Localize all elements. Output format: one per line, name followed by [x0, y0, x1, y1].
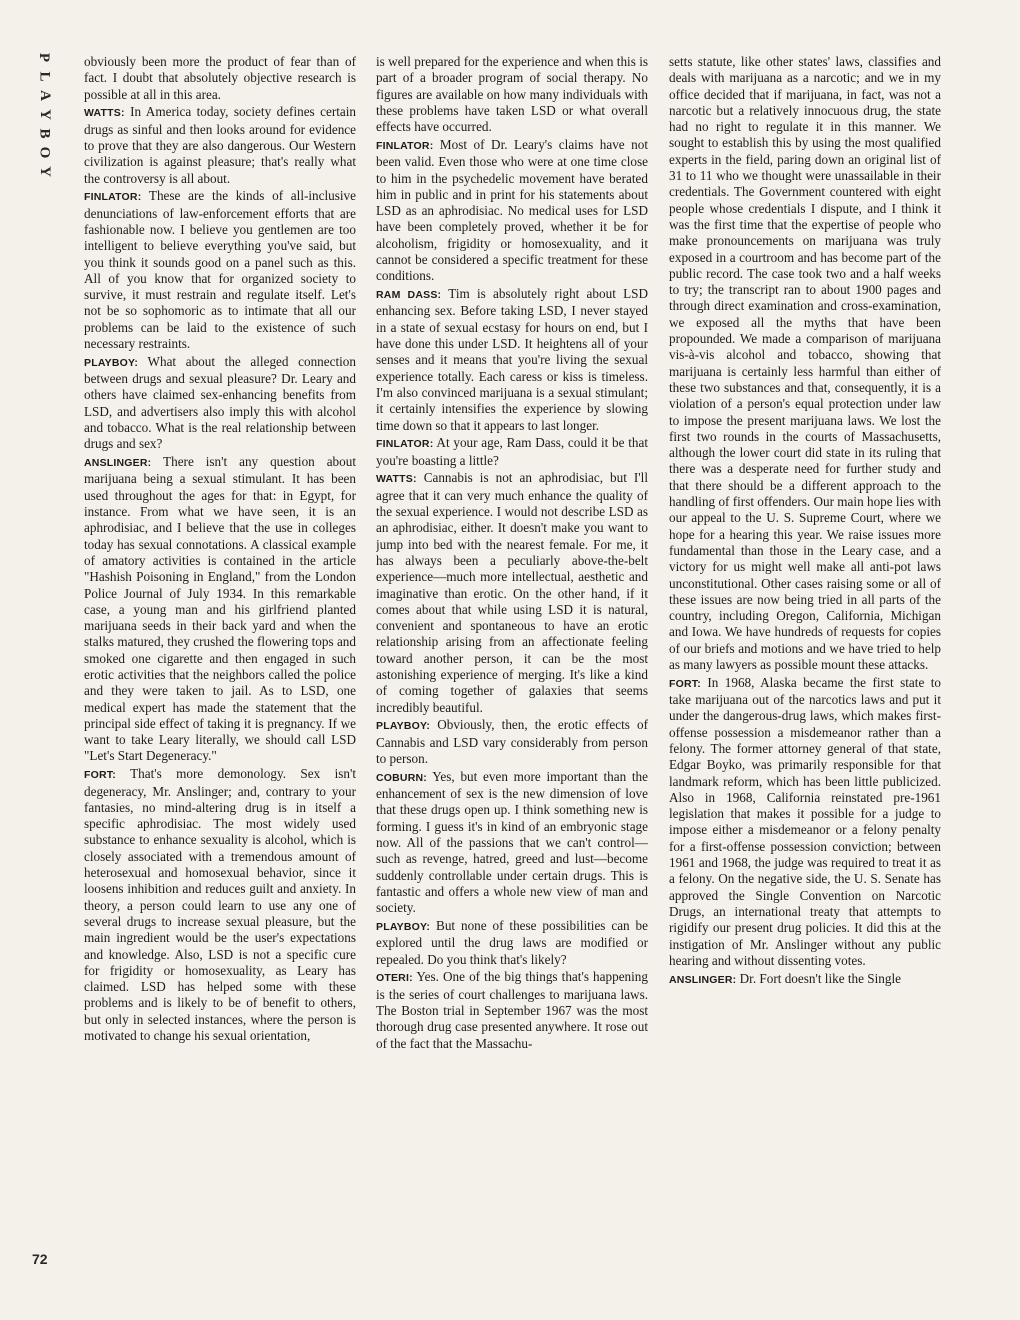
paragraph-text: is well prepared for the experience and when this is part of a broader program of social therapy. No figures are available on how many individuals with these problems have taken LSD or what overall effects have occurred. [376, 54, 648, 135]
paragraph-text: setts statute, like other states' laws, classifies and deals with marijuana as a narcotic; and we in my office decided that if marijuana, in fact, was not a narcotic but a relatively innocuous drug, the state had no right to regulate it in this manner. We sought to establish this by using the most qualified experts in the field, paring down an original list of 31 to 11 who we thought were unassailable in their credentials. The Government countered with eight people whose credentials I dispute, and I think it was the first time that the expertise of people who make pronouncements on marijuana was truly exposed in a courtroom and has become part of the public record. The case took two and a half weeks to try; the transcript ran to about 1900 pages and through direct examination and cross-examination, we exposed all the myths that have been propounded. We made a comparison of marijuana vis-à-vis alcohol and tobacco, showing that marijuana is certainly less harmful than either of these two substances and that, consequently, it is a violation of a person's equal protection under law to impose the present marijuana laws. We lost the first two rounds in the courts of Massachusetts, although the lower court did state in its ruling that there was a desperate need for further study and that there should be a different approach to the handling of first offenders. Our main hope lies with our appeal to the U. S. Supreme Court, where we hope for a hearing this year. We raise issues more fundamental than those in the Leary case, and a victory for us might well make all anti-pot laws unconstitutional. Other cases raising some or all of these issues are now being tried in all parts of the country, including Oregon, California, Michigan and Iowa. We have hundreds of requests for copies of our briefs and motions and we have tried to help as many lawyers as possible mount these attacks. [669, 54, 941, 672]
speaker-name: OTERI: [376, 972, 413, 985]
paragraph-text: Yes. One of the big things that's happening is the series of court challenges to marijuana laws. The Boston trial in September 1967 was the most thorough drug case presented anywhere. It rose out of the fact that the Massachu- [376, 969, 648, 1051]
speaker-name: RAM DASS: [376, 289, 442, 302]
paragraph-text: In America today, society defines certain drugs as sinful and then looks around for evidence to prove that they are also dangerous. Our Western civilization is against pleasure; that's really what the controversy is all about. [84, 104, 356, 186]
speaker-name: FORT: [669, 677, 701, 690]
interview-paragraph [376, 470, 648, 715]
speaker-name: COBURN: [376, 771, 427, 784]
interview-paragraph [376, 717, 648, 767]
speaker-name: FINLATOR: [376, 438, 434, 451]
paragraph-text: At your age, Ram Dass, could it be that you're boasting a little? [376, 435, 648, 468]
interview-paragraph [376, 54, 648, 135]
masthead-letter: Y [36, 166, 53, 177]
paragraph-text: Yes, but even more important than the enhancement of sex is the new dimension of love that these drugs open up. I think something new is forming. I guess it's in kind of an embryonic stage now. All of the passions that we can't control—such as revenge, hatred, greed and lust—become suddenly controllable under certain drugs. This is fantastic and offers a whole new view of man and society. [376, 768, 648, 916]
speaker-name: ANSLINGER: [669, 973, 737, 986]
masthead-letter: B [36, 128, 53, 139]
interview-paragraph [376, 435, 648, 469]
paragraph-text: What about the alleged connection between drugs and sexual pleasure? Dr. Leary and others have claimed sex-enhancing benefits from LSD, and advertisers also imply this with alcohol and tobacco. What is the real relationship between drugs and sex? [84, 353, 356, 452]
page-number: 72 [32, 1251, 48, 1267]
interview-paragraph [84, 54, 356, 103]
masthead-letter: P [36, 52, 53, 63]
masthead-vertical [30, 48, 58, 181]
text-column-1 [84, 54, 356, 1274]
interview-paragraph [84, 454, 356, 765]
text-column-3 [669, 54, 941, 1274]
speaker-name: FINLATOR: [84, 191, 142, 204]
speaker-name: FINLATOR: [376, 139, 434, 152]
interview-paragraph [84, 766, 356, 1044]
speaker-name: ANSLINGER: [84, 457, 152, 470]
interview-paragraph [376, 969, 648, 1051]
paragraph-text: Most of Dr. Leary's claims have not been valid. Even those who were at one time close to him in the psychedelic movement have berated him in public and in print for his statements about LSD as an aphrodisiac. No medical uses for LSD have been completely proved, whether it be for alcoholism, frigidity or homosexuality, and it cannot be considered a specific treatment for these conditions. [376, 136, 648, 284]
paragraph-text: Cannabis is not an aphrodisiac, but I'll agree that it can very much enhance the quality of the sexual experience. I would not describe LSD as an aphrodisiac, either. It doesn't make you want to jump into bed with the nearest female. For me, it has always been a peculiarly above-the-belt experience—much more intellectual, aesthetic and imaginative than erotic. On the other hand, if it comes about that while using LSD it is natural, convenient and spontaneous to have an erotic relationship arising from an affectionate feeling toward another person, it can be the most astonishing experience of merging. It's like a kind of coming together of galaxies that seems incredibly beautiful. [376, 470, 648, 715]
speaker-name: PLAYBOY: [376, 720, 431, 733]
text-column-2 [376, 54, 648, 1274]
masthead-letter: Y [36, 109, 53, 120]
interview-paragraph [376, 769, 648, 917]
speaker-name: PLAYBOY: [84, 356, 139, 369]
speaker-name: PLAYBOY: [376, 920, 431, 933]
paragraph-text: But none of these possibilities can be explored until the drug laws are modified or repealed. Do you think that's likely? [376, 917, 648, 967]
paragraph-text: That's more demonology. Sex isn't degeneracy, Mr. Anslinger; and, contrary to your fantasies, no mind-altering drug is in itself a specific aphrodisiac. The most widely used substance to enhance sexuality is alcohol, which is closely associated with a tremendous amount of heterosexual and homosexual behavior, since it loosens inhibition and reduces guilt and anxiety. In theory, a person could learn to use any one of several drugs to increase sexual pleasure, but the main ingredient would be the user's expectations and knowledge. Also, LSD is not a specific cure for frigidity or homosexuality, as Leary has claimed. LSD has helped some with these problems and is likely to be of benefit to others, but only in selected instances, where the person is motivated to change his sexual orientation, [84, 766, 356, 1044]
paragraph-text: In 1968, Alaska became the first state to take marijuana out of the narcotics laws and put it under the dangerous-drug laws, which makes first-offense possession a misdemeanor rather than a felony. The former attorney general of that state, Edgar Boyko, was primarily responsible for that landmark reform, which has been little publicized. Also in 1968, California reinstated pre-1961 legislation that makes it possible for a judge to impose either a misdemeanor or a felony penalty for a first-offense possession conviction; between 1961 and 1968, the judge was required to treat it as a felony. On the negative side, the U. S. Senate has approved the Single Convention on Narcotic Drugs, an international treaty that attempts to rigidify our present drug policies. It did this at the instigation of Mr. Anslinger without any public hearing and without dissenting votes. [669, 674, 941, 968]
interview-paragraph [376, 137, 648, 285]
paragraph-text: There isn't any question about marijuana being a sexual stimulant. It has been used throughout the ages for that: in Egypt, for instance. From what we have seen, it is an aphrodisiac, and I believe that the use in colleges today has sexual connotations. A classical example of amatory activities is contained in the article "Hashish Poisoning in England," from the London Police Journal of July 1934. In this remarkable case, a young man and his girlfriend planted marijuana seeds in their back yard and when the stalks matured, they crushed the flowering tops and smoked one cigarette and then engaged in such erotic activities that the neighbors called the police and they were taken to jail. As to LSD, one medical expert has made the statement that the principal side effect of taking it is pregnancy. If we want to take Leary literally, we should call LSD "Let's Start Degeneracy." [84, 454, 356, 764]
masthead-letter: O [36, 146, 53, 159]
interview-paragraph [84, 104, 356, 186]
speaker-name: FORT: [84, 769, 116, 782]
speaker-name: WATTS: [376, 473, 417, 486]
interview-paragraph [669, 971, 941, 988]
interview-paragraph [84, 188, 356, 352]
interview-paragraph [669, 675, 941, 969]
interview-paragraph [669, 54, 941, 673]
paragraph-text: Obviously, then, the erotic effects of Cannabis and LSD vary considerably from person to person. [376, 717, 648, 766]
paragraph-text: obviously been more the product of fear than of fact. I doubt that absolutely objective research is possible at all in this area. [84, 54, 356, 102]
interview-paragraph [376, 286, 648, 434]
paragraph-text: Dr. Fort doesn't like the Single [739, 970, 901, 986]
speaker-name: WATTS: [84, 107, 125, 120]
interview-paragraph [84, 354, 356, 453]
interview-paragraph [376, 918, 648, 968]
paragraph-text: Tim is absolutely right about LSD enhancing sex. Before taking LSD, I never stayed in a state of sexual ecstasy for hours on end, but I have done this under LSD. It heightens all of your senses and it means that you're living the sexual experience totally. Each caress or kiss is timeless. I'm also convinced marijuana is a sexual stimulant; it certainly intensifies the experience by slowing time down so that it appears to last longer. [376, 286, 648, 433]
paragraph-text: These are the kinds of all-inclusive denunciations of law-enforcement efforts that are fashionable now. I believe you gentlemen are too intelligent to believe everything you've said, but you think it sounds good on a panel such as this. All of you know that for organized society to survive, it must restrain and regulate itself. Let's not be so sophomoric as to intimate that all our problems can be laid to the existence of such necessary restraints. [84, 188, 356, 352]
masthead-letter: A [36, 90, 53, 101]
masthead-letter: L [36, 71, 53, 82]
